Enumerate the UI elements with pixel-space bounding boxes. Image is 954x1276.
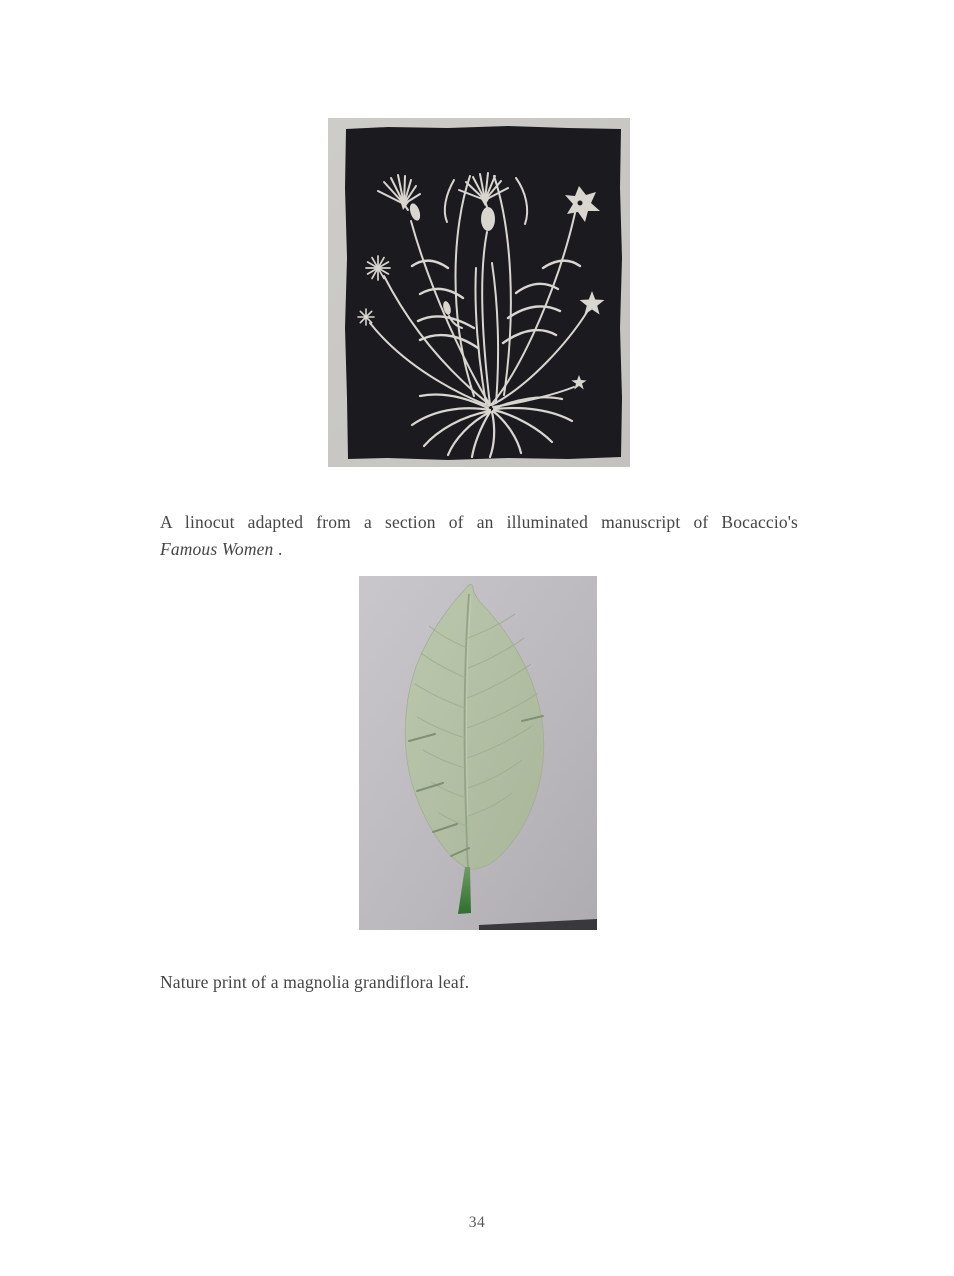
linocut-caption-line1: A linocut adapted from a section of an illuminated manuscript of Bocaccio's xyxy=(160,512,798,532)
linocut-caption-line2 xyxy=(160,536,798,563)
magnolia-leaf-image xyxy=(359,576,597,930)
leaf-caption xyxy=(160,969,798,996)
linocut-caption xyxy=(160,509,798,563)
caption-tail: . xyxy=(273,539,283,559)
leaf-nature-print-photo xyxy=(359,576,597,930)
leaf-caption-text: Nature print of a magnolia grandiflora leaf. xyxy=(160,972,470,992)
page-number: 34 xyxy=(468,1214,486,1231)
linocut-photo xyxy=(328,118,630,467)
work-title: Famous Women xyxy=(160,539,274,559)
linocut-print-image xyxy=(328,118,630,467)
